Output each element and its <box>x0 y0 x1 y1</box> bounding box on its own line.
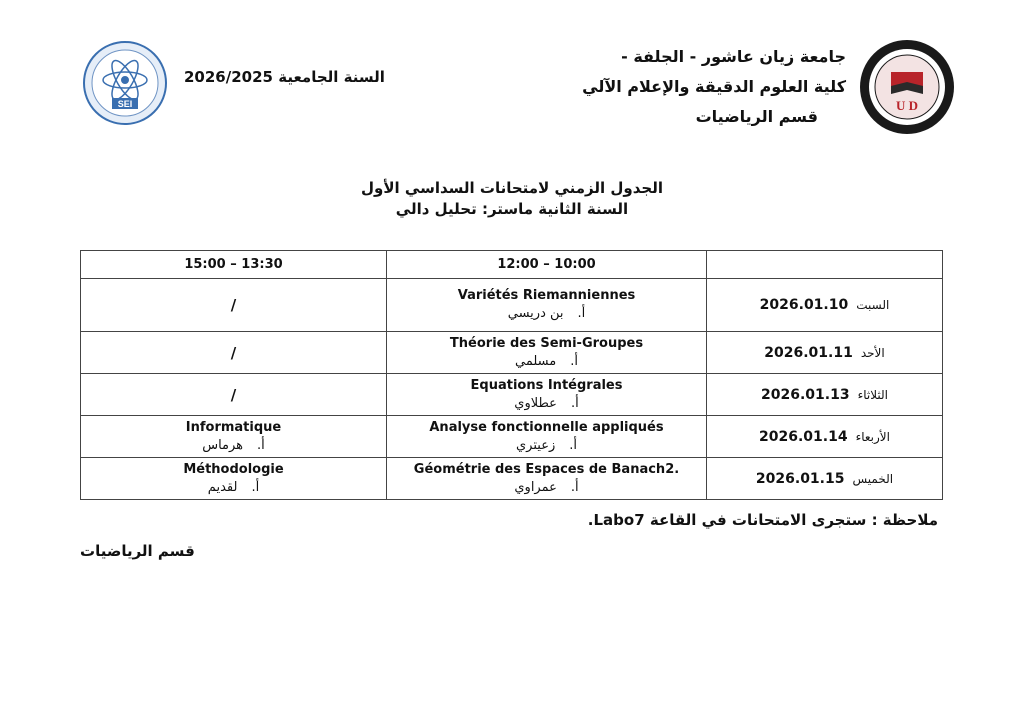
slot2-cell: / <box>81 374 387 416</box>
university-name: جامعة زيان عاشور - الجلفة - <box>621 47 846 66</box>
page-title: الجدول الزمني لامتحانات السداسي الأول <box>361 179 663 197</box>
day-cell: الثلاثاء2026.01.13 <box>707 374 943 416</box>
university-logo-text: U D <box>895 98 919 113</box>
day-cell: الأحد2026.01.11 <box>707 332 943 374</box>
slot2-cell <box>81 458 387 500</box>
schedule-titles <box>0 178 1024 220</box>
slot1-cell <box>387 458 707 500</box>
subject: Variétés Riemanniennes <box>457 288 636 303</box>
exam-room-note: ملاحظة : ستجرى الامتحانات في القاعة Labo7. <box>587 511 938 529</box>
header-slot1: 12:00 – 10:00 <box>387 251 707 279</box>
day-cell: الأربعاء2026.01.14 <box>707 416 943 458</box>
institution-header <box>582 42 846 132</box>
header-day <box>707 251 943 279</box>
professor: أ.بن دريسي <box>507 306 586 321</box>
table-row <box>81 332 943 374</box>
subject: Méthodologie <box>183 461 284 477</box>
day-cell: السبت2026.01.10 <box>707 279 943 332</box>
faculty-name: كلية العلوم الدقيقة والإعلام الآلي <box>582 77 846 96</box>
university-logo <box>858 38 956 136</box>
academic-year <box>184 68 385 86</box>
professor: أ.عطلاوي <box>514 395 579 411</box>
slot1-cell <box>387 279 707 332</box>
professor: أ.هرماس <box>202 437 265 453</box>
slot1-cell <box>387 374 707 416</box>
exam-schedule-table <box>80 250 943 500</box>
professor: أ.مسلمي <box>515 353 578 369</box>
professor: أ.زعيتري <box>516 437 577 453</box>
table-row <box>81 374 943 416</box>
day-cell: الخميس2026.01.15 <box>707 458 943 500</box>
subject: Analyse fonctionnelle appliqués <box>429 419 664 435</box>
academic-year-label: السنة الجامعية <box>278 68 385 86</box>
header-slot2: 15:00 – 13:30 <box>81 251 387 279</box>
slot1-cell <box>387 416 707 458</box>
table-header-row <box>81 251 943 279</box>
slot2-cell: / <box>81 279 387 332</box>
table-row <box>81 279 943 332</box>
slot2-cell <box>81 416 387 458</box>
faculty-logo-text: SEI <box>117 99 133 109</box>
professor: أ.عمراوي <box>514 479 579 495</box>
professor: أ.لقديم <box>207 479 260 495</box>
slot2-cell: / <box>81 332 387 374</box>
department-name: قسم الرياضيات <box>695 107 818 126</box>
table-row <box>81 458 943 500</box>
subject: Informatique <box>185 419 282 435</box>
subject: Théorie des Semi-Groupes <box>449 335 644 351</box>
slot1-cell <box>387 332 707 374</box>
department-signature: قسم الرياضيات <box>80 542 195 560</box>
subject: Equations Intégrales <box>470 377 623 393</box>
academic-year-value: 2026/2025 <box>184 68 273 86</box>
table-row <box>81 416 943 458</box>
page-subtitle: السنة الثانية ماستر: تحليل دالي <box>395 200 629 218</box>
subject: Géométrie des Espaces de Banach2. <box>413 461 680 477</box>
faculty-logo <box>82 40 168 126</box>
